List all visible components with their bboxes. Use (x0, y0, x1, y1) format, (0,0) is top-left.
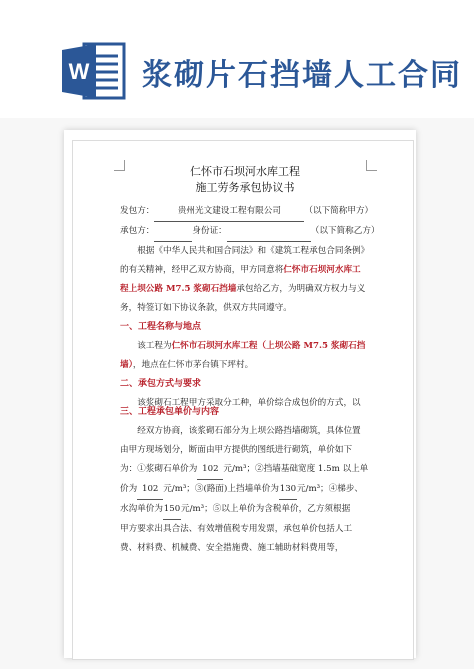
intro-line1: 根据《中华人民共和国合同法》和《建筑工程承包合同条例》 (137, 246, 370, 256)
word-icon-letter: W (68, 59, 90, 84)
section-3-line1: 经双方协商，该浆砌石部分为上坝公路挡墙砌筑，具体位置 (137, 426, 361, 436)
section-3-line7: 费、材料费、机械费、安全措施费、施工辅助材料费用等， (120, 543, 344, 553)
price-steps-ditch: 150 (163, 500, 181, 520)
price-masonry: 102 (197, 460, 223, 480)
section-1-line1: 该工程为仁怀市石坝河水库工程（上坝公路 M7.5 浆砌石挡 (137, 341, 366, 351)
party-b-suffix: （以下简称乙方） (310, 226, 380, 236)
party-b-name-blank (154, 222, 192, 242)
section-3-line6: 甲方要求出具合法、有效增值税专用发票，承包单价包括人工 (120, 524, 353, 534)
party-a-label: 发包方： (120, 206, 155, 216)
section-1-heading: 一、工程名称与地点 (120, 322, 202, 332)
section-2-heading: 二、承包方式与要求 (120, 379, 202, 389)
intro-line2: 的有关精神，经甲乙双方协商，甲方同意将仁怀市石坝河水库工 (120, 265, 361, 275)
section-3-line2: 由甲方现场划分，断面由甲方提供的图纸进行砌筑，单价如下 (120, 445, 353, 455)
id-blank (227, 222, 311, 242)
banner-title: 浆砌片石挡墙人工合同 (142, 58, 462, 93)
party-a-name: 贵州光文建设工程有限公司 (154, 202, 304, 222)
document-body (120, 162, 380, 558)
doc-title-line2: 施工劳务承包协议书 (195, 181, 295, 194)
party-a-suffix: （以下简称甲方） (304, 206, 374, 216)
intro-line3: 程上坝公路 M7.5 浆砌石挡墙承包给乙方，为明确双方权力与义 (120, 284, 366, 294)
party-b-row (120, 222, 380, 242)
section-1-line2: 墙），地点在仁怀市茅台镇下坪村。 (120, 360, 254, 370)
doc-title-line1: 仁怀市石坝河水库工程 (190, 165, 300, 178)
party-a-row (120, 202, 374, 222)
section-2-line1: 该浆砌石工程甲方采取分工种，单价综合成包价的方式，以 (137, 398, 361, 408)
word-document-icon (62, 42, 126, 100)
header-banner (0, 0, 474, 118)
intro-line4: 务，特签订如下协议条款，供双方共同遵守。 (120, 303, 292, 313)
section-3-line5: 水沟单价为150元/m³；⑤以上单价为含税单价，乙方须根据 (120, 500, 370, 520)
party-b-label: 承包方： (120, 226, 155, 236)
price-upper-wall: 130 (279, 480, 297, 500)
id-label: 身份证： (192, 226, 227, 236)
price-foundation: 102 (137, 480, 163, 500)
section-3-line4: 价为 102 元/m³；③(路面)上挡墙单价为130元/m³；④梯步、 (120, 480, 370, 500)
section-3-line3: 为：①浆砌石单价为 102 元/m³；②挡墙基础宽度 1.5m 以上单 (120, 460, 370, 480)
section-3-heading: 三、工程承包单价与内容 (120, 407, 220, 417)
